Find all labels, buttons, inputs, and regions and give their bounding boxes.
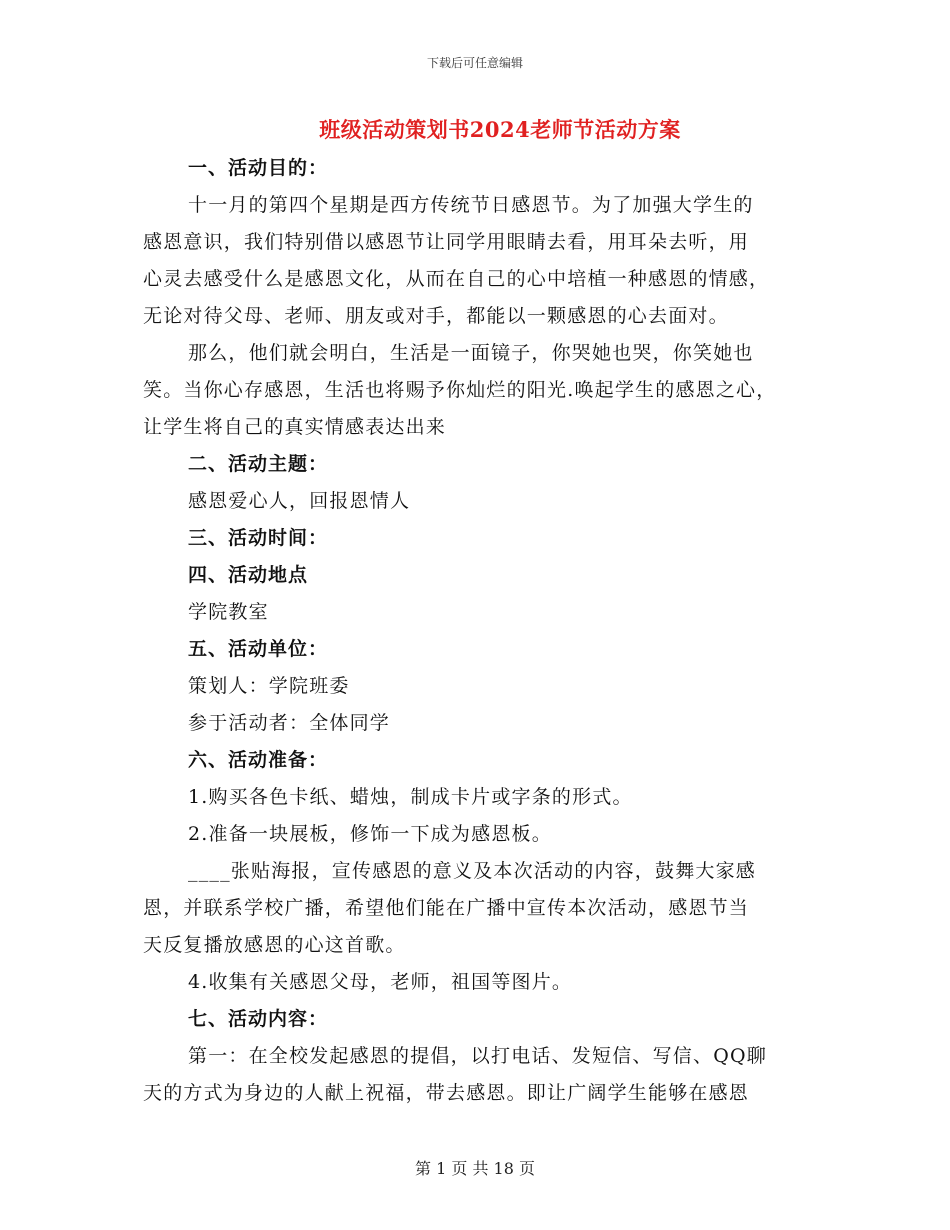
- section-heading: 四、活动地点: [188, 564, 309, 586]
- document-title: 班级活动策划书2024老师节活动方案: [319, 117, 681, 142]
- paragraph-line: ____张贴海报，宣传感恩的意义及本次活动的内容，鼓舞大家感: [188, 860, 757, 882]
- paragraph-line: 4.收集有关感恩父母，老师，祖国等图片。: [188, 971, 573, 993]
- section-heading: 一、活动目的：: [188, 157, 329, 179]
- section-heading: 二、活动主题：: [188, 453, 329, 475]
- paragraph-line: 天反复播放感恩的心这首歌。: [143, 934, 406, 956]
- section-heading: 六、活动准备：: [188, 749, 329, 771]
- paragraph-line: 十一月的第四个星期是西方传统节日感恩节。为了加强大学生的: [188, 194, 754, 216]
- paragraph-line: 笑。当你心存感恩，生活也将赐予你灿烂的阳光.唤起学生的感恩之心，: [143, 379, 777, 401]
- paragraph-line: 心灵去感受什么是感恩文化，从而在自己的心中培植一种感恩的情感，: [143, 268, 770, 290]
- paragraph-line: 那么，他们就会明白，生活是一面镜子，你哭她也哭，你笑她也: [188, 342, 754, 364]
- section-heading: 七、活动内容：: [188, 1008, 329, 1030]
- paragraph-line: 感恩爱心人，回报恩情人: [188, 490, 411, 512]
- paragraph-line: 让学生将自己的真实情感表达出来: [143, 416, 447, 438]
- paragraph-line: 天的方式为身边的人献上祝福，带去感恩。即让广阔学生能够在感恩: [143, 1082, 750, 1104]
- paragraph-line: 2.准备一块展板，修饰一下成为感恩板。: [188, 823, 552, 845]
- document-body: [143, 150, 813, 1112]
- section-heading: 三、活动时间：: [188, 527, 329, 549]
- section-heading: 五、活动单位：: [188, 638, 329, 660]
- paragraph-line: 第一：在全校发起感恩的提倡，以打电话、发短信、写信、QQ聊: [188, 1045, 767, 1067]
- paragraph-line: 1.购买各色卡纸、蜡烛，制成卡片或字条的形式。: [188, 786, 633, 808]
- paragraph-line: 学院教室: [188, 601, 269, 623]
- paragraph-line: 无论对待父母、老师、朋友或对手，都能以一颗感恩的心去面对。: [143, 305, 729, 327]
- page-number: 第 1 页 共 18 页: [415, 1159, 535, 1178]
- paragraph-line: 策划人：学院班委: [188, 675, 350, 697]
- paragraph-line: 感恩意识，我们特别借以感恩节让同学用眼睛去看，用耳朵去听，用: [143, 231, 750, 253]
- header-note: 下载后可任意编辑: [426, 56, 523, 70]
- paragraph-line: 参于活动者：全体同学: [188, 712, 391, 734]
- paragraph-line: 恩，并联系学校广播，希望他们能在广播中宣传本次活动，感恩节当: [143, 897, 750, 919]
